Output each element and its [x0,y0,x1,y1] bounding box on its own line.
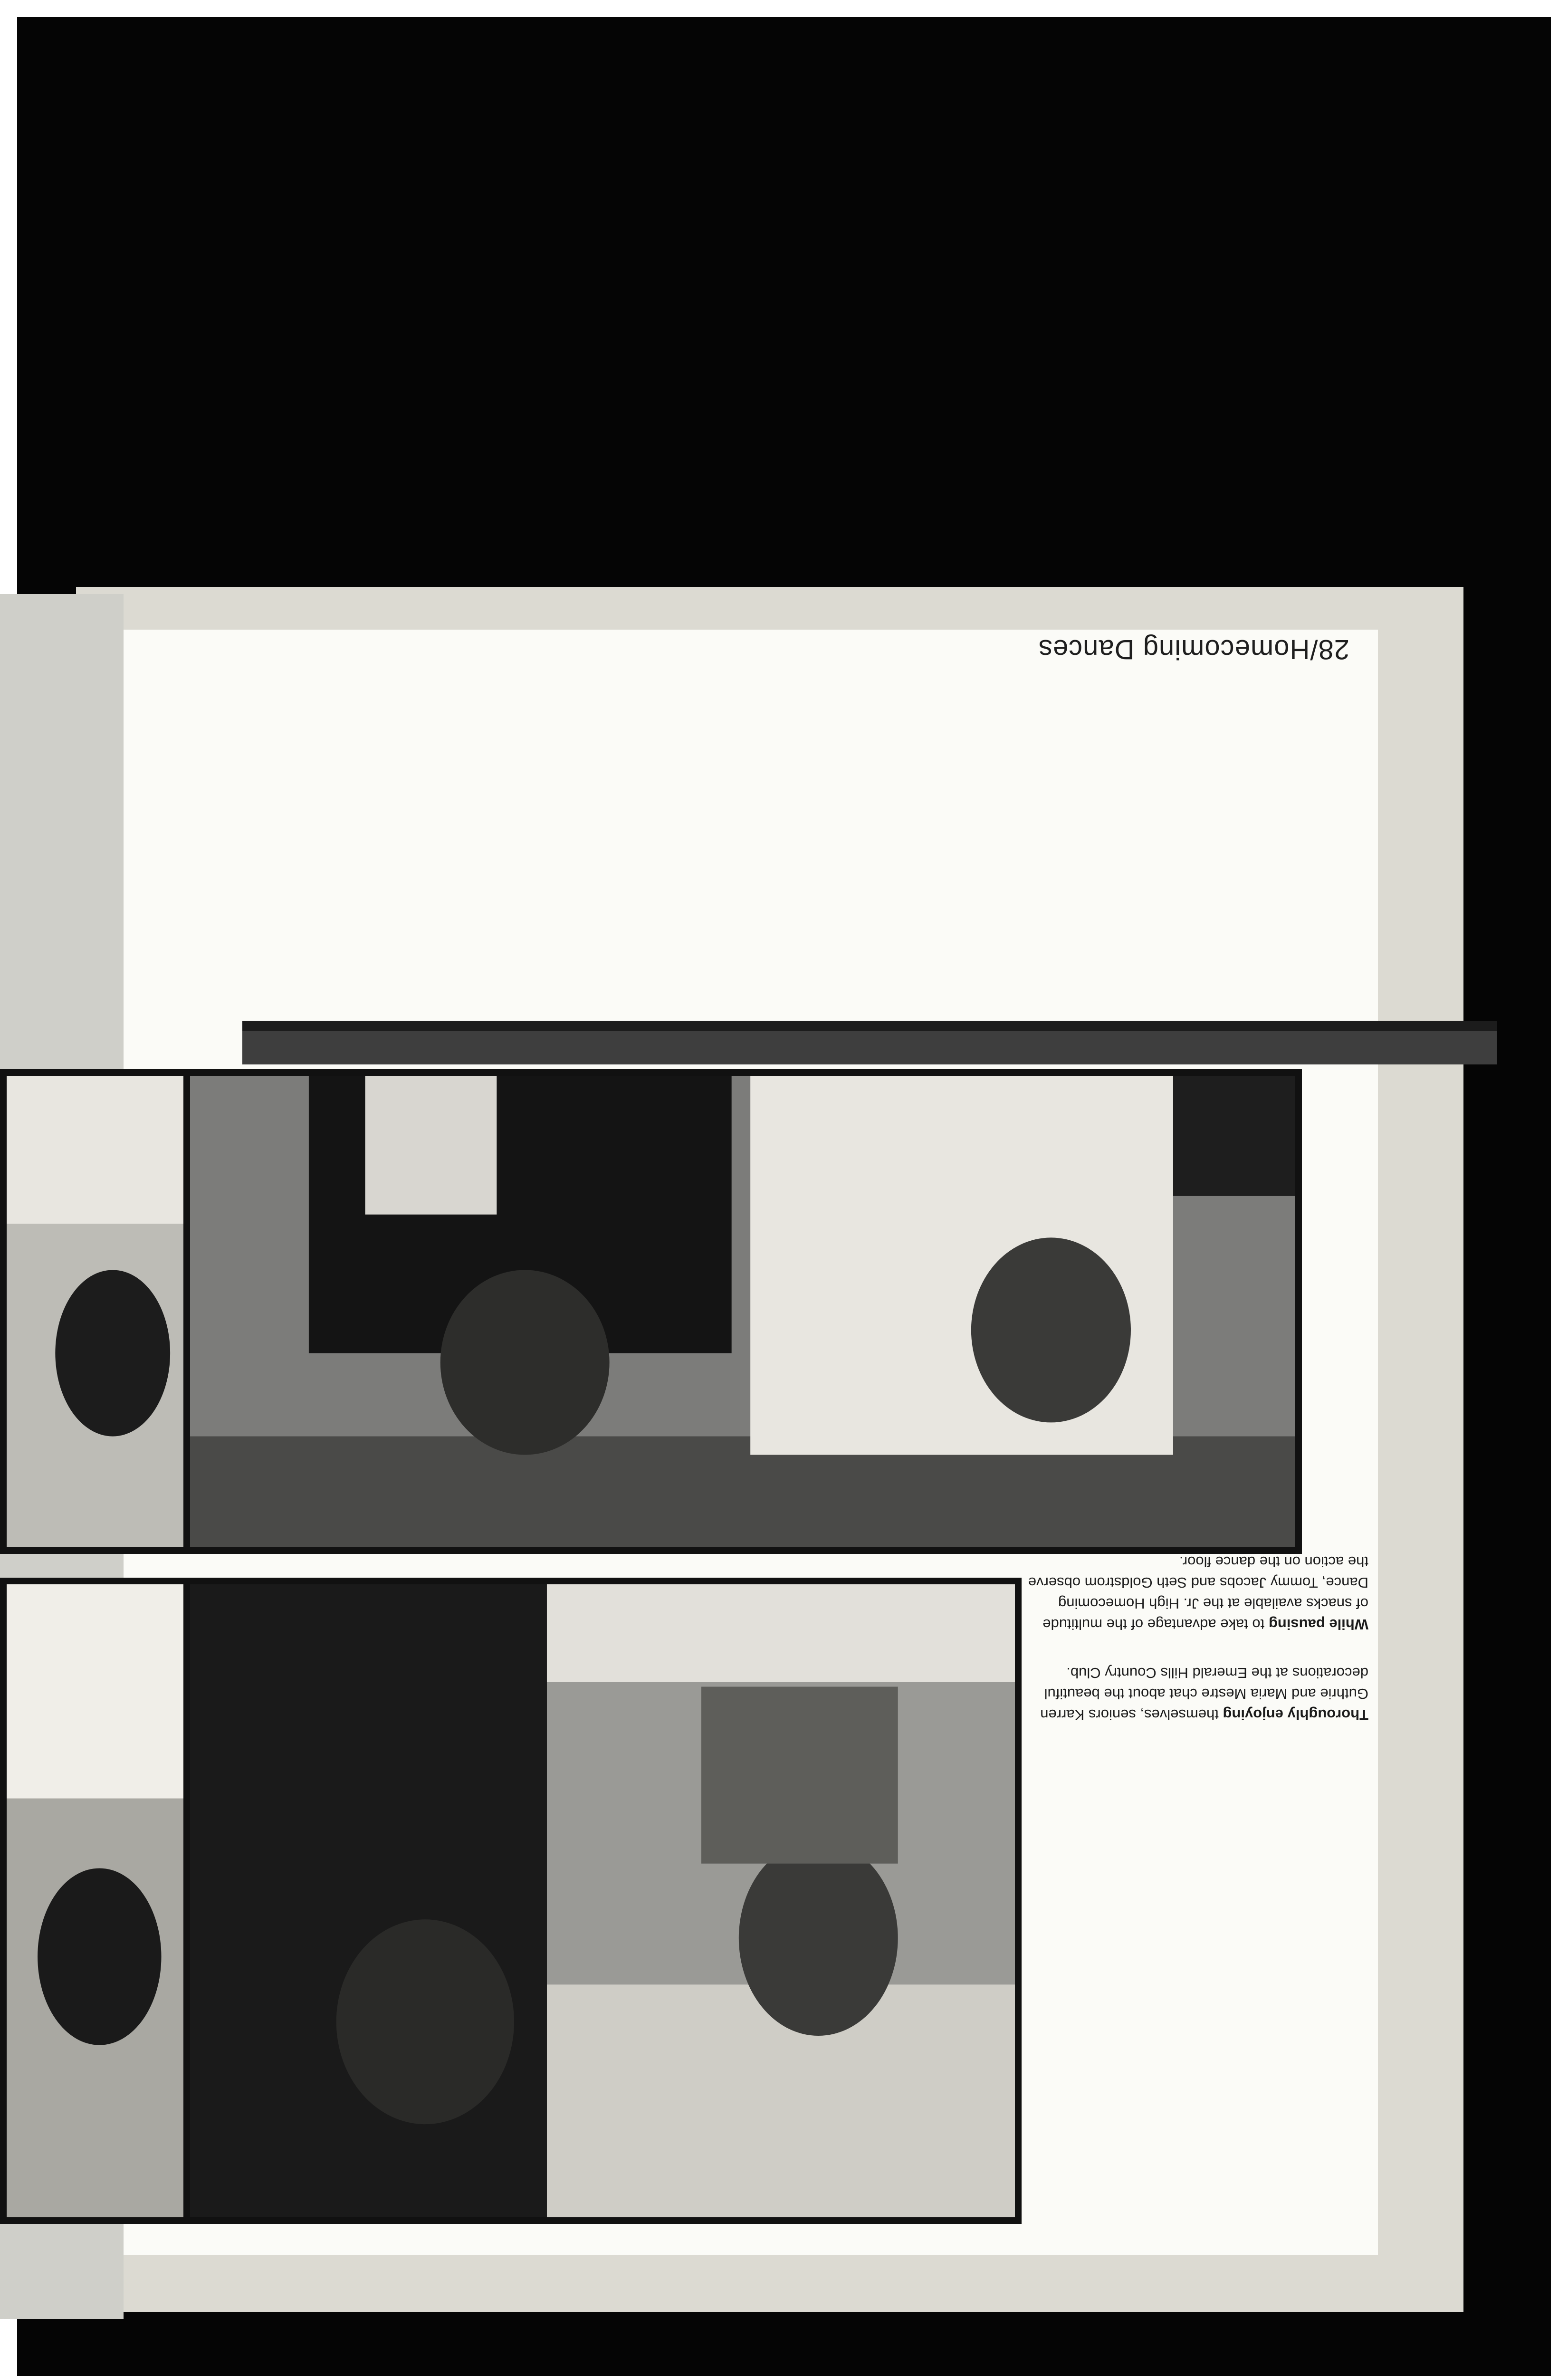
caption-2-body: to take advantage of the multitude of snacks available at the Jr. High Homecoming Dance, Tommy Jacobs and Seth Goldstrom observe the action on the dance floor. [1028,1553,1368,1633]
boys-photo-art [140,1076,1295,1547]
photo-two-boys-at-dance [133,1069,1302,1554]
caption-boys-snacks [1026,1551,1368,1635]
photo-girls-smiling-top [0,1069,190,1554]
photo-seniors-chatting [133,1578,1022,2224]
girls-top-photo-art [7,1076,183,1547]
photo-girls-smiling-bottom [0,1578,190,2224]
caption-1-lead: Thoroughly enjoying [1223,1706,1368,1723]
page-folio: 28/Homecoming Dances [1038,634,1349,665]
header-band [242,1031,1497,1064]
girls-bottom-photo-art [7,1584,183,2217]
caption-1-body: themselves, seniors Karren Guthrie and Maria Mestre chat about the beautiful decorations at the Emerald Hills Country Club. [1040,1665,1368,1723]
caption-seniors-chatting [1036,1662,1368,1725]
header-band-rule [242,1021,1497,1031]
caption-2-lead: While pausing [1268,1616,1368,1633]
seniors-photo-art [140,1584,1015,2217]
